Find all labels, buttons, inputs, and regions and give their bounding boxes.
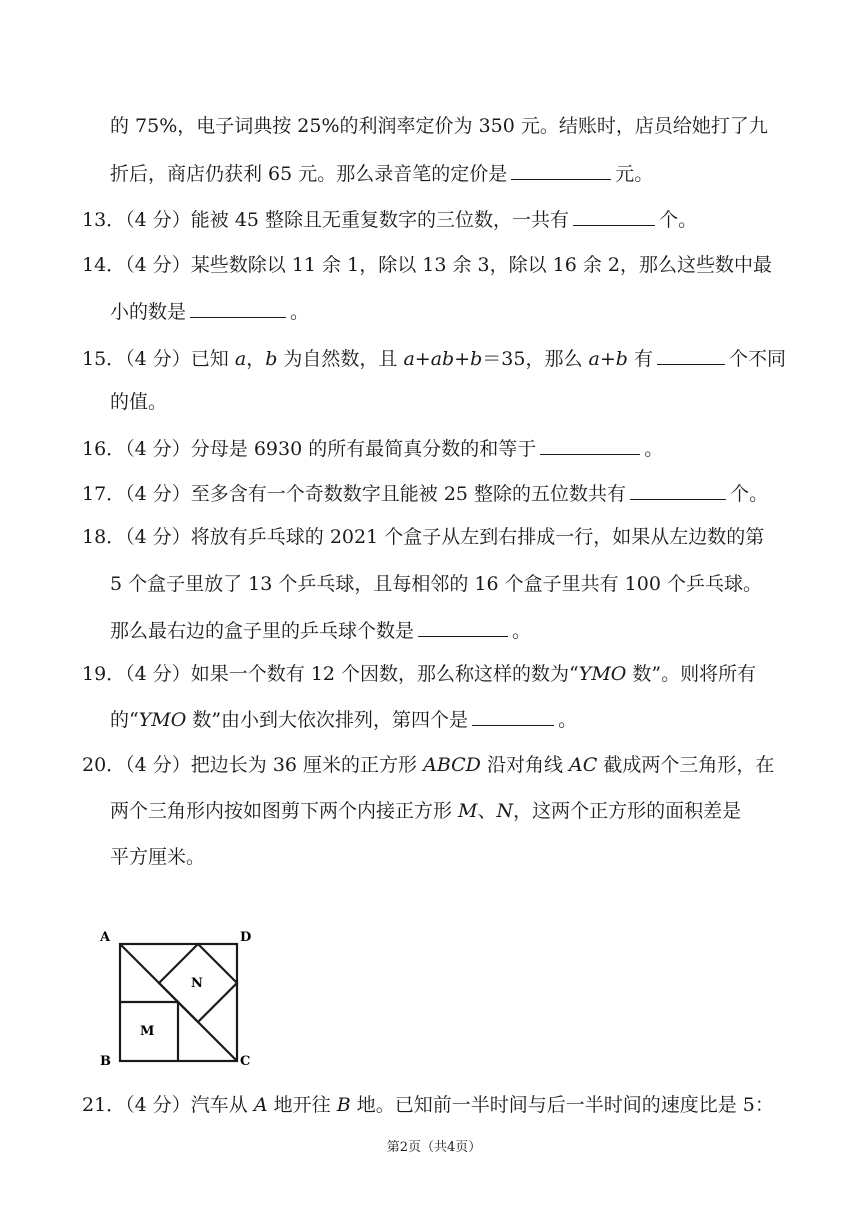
label-c: C [240,1054,251,1069]
question-13: 13．（4 分）能被 45 整除且无重复数字的三位数，一共有 个。 [82,205,697,234]
question-21: 21．（4 分）汽车从 A 地开往 B 地。已知前一半时间与后一半时间的速度比是 5： [82,1094,774,1116]
question-20-line-1: 20．（4 分）把边长为 36 厘米的正方形 ABCD 沿对角线 AC 截成两个三角形，在 [82,754,775,776]
answer-blank[interactable] [418,616,508,637]
question-15-line-2: 的值。 [110,391,168,413]
label-a: A [100,930,111,945]
question-14-line-2: 小的数是 。 [110,297,309,326]
label-b: B [100,1054,111,1069]
question-20-line-2: 两个三角形内按如图剪下两个内接正方形 M、N，这两个正方形的面积差是 [110,800,742,822]
question-19-line-1: 19．（4 分）如果一个数有 12 个因数，那么称这样的数为“YMO 数”。则将所有 [82,663,757,685]
q12-line-1: 的 75%，电子词典按 25%的利润率定价为 350 元。结账时，店员给她打了九 [110,115,768,137]
question-18-line-3: 那么最右边的盒子里的乒乓球个数是 。 [110,616,531,645]
answer-blank[interactable] [472,705,554,726]
answer-blank[interactable] [630,479,726,500]
q12-line-2: 折后，商店仍获利 65 元。那么录音笔的定价是 元。 [110,159,653,188]
page-footer: 第2页（共4页） [386,1140,482,1155]
label-m: M [140,1024,155,1039]
question-14-line-1: 14．（4 分）某些数除以 11 余 1，除以 13 余 3，除以 16 余 2，那么这些数中最 [82,254,772,276]
answer-blank[interactable] [657,344,725,365]
answer-blank[interactable] [190,297,286,318]
label-d: D [240,930,252,945]
question-20-line-3: 平方厘米。 [110,846,206,868]
answer-blank[interactable] [540,434,640,455]
answer-blank[interactable] [511,159,611,180]
square-figure [95,925,265,1075]
question-15-line-1: 15．（4 分）已知 a，b 为自然数，且 a+ab+b＝35，那么 a+b 有 个不同 [82,344,786,373]
question-17: 17．（4 分）至多含有一个奇数数字且能被 25 整除的五位数共有 个。 [82,479,768,508]
question-19-line-2: 的“YMO 数”由小到大依次排列，第四个是 。 [110,705,577,734]
label-n: N [191,976,203,991]
question-18-line-2: 5 个盒子里放了 13 个乒乓球，且每相邻的 16 个盒子里共有 100 个乒乓球。 [110,573,762,595]
question-16: 16．（4 分）分母是 6930 的所有最简真分数的和等于 。 [82,434,663,463]
answer-blank[interactable] [573,205,655,226]
question-18-line-1: 18．（4 分）将放有乒乓球的 2021 个盒子从左到右排成一行，如果从左边数的第 [82,526,765,548]
